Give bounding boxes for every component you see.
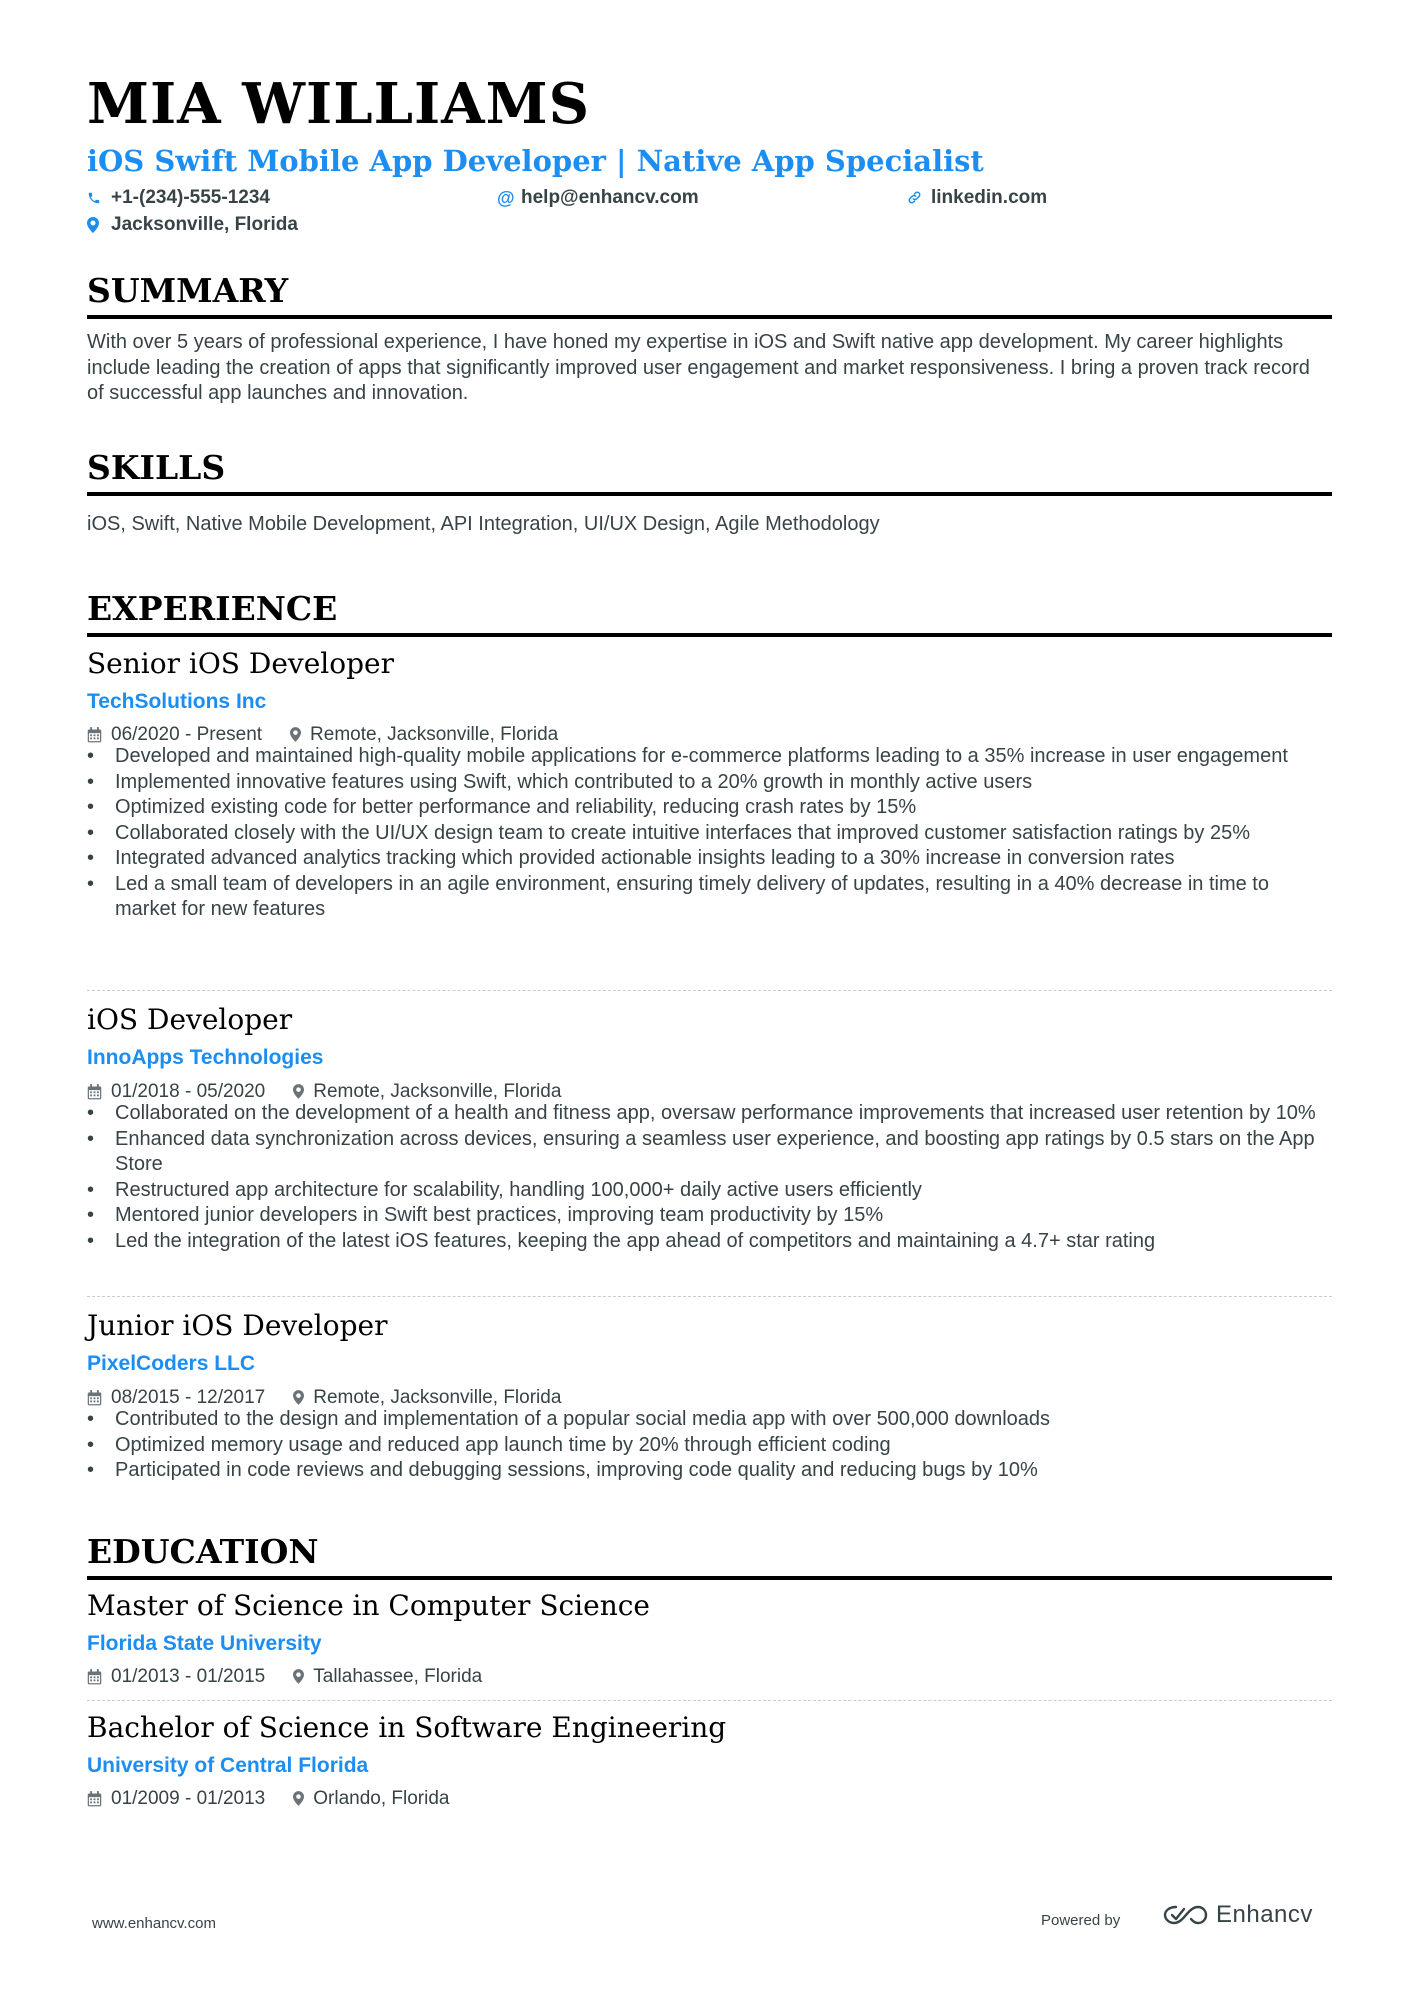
phone-icon xyxy=(87,191,103,205)
calendar-icon xyxy=(87,1791,102,1807)
job-meta xyxy=(87,1388,561,1407)
job-bullets xyxy=(87,744,1332,923)
bullet-item: • Restructured app architecture for scalability, handling 100,000+ daily active users efficiently xyxy=(87,1178,1332,1204)
skills-text: iOS, Swift, Native Mobile Development, API Integration, UI/UX Design, Agile Methodology xyxy=(87,513,880,535)
bullet-item: • Optimized memory usage and reduced app launch time by 20% through efficient coding xyxy=(87,1433,1332,1459)
job-title: Junior iOS Developer xyxy=(87,1309,388,1342)
calendar-icon xyxy=(87,727,102,743)
link-icon xyxy=(907,190,923,205)
divider xyxy=(87,1700,1332,1701)
map-pin-icon xyxy=(293,1791,304,1806)
school-name: University of Central Florida xyxy=(87,1754,369,1777)
bullet-item: • Enhanced data synchronization across devices, ensuring a seamless user experience, and boosting app ratings by 0.5 stars on the App Store xyxy=(87,1127,1332,1178)
bullet-item: • Implemented innovative features using Swift, which contributed to a 20% growth in monthly active users xyxy=(87,770,1332,796)
brand-name: Enhancv xyxy=(1216,1901,1313,1928)
bullet-item: • Optimized existing code for better performance and reliability, reducing crash rates by 15% xyxy=(87,795,1332,821)
school-name: Florida State University xyxy=(87,1632,322,1655)
job-title: iOS Developer xyxy=(87,1003,293,1036)
education-meta xyxy=(87,1789,449,1808)
powered-by-label: Powered by xyxy=(1041,1912,1121,1929)
job-location: Remote, Jacksonville, Florida xyxy=(313,1387,562,1408)
at-icon: @ xyxy=(497,187,515,208)
calendar-icon xyxy=(87,1390,102,1406)
job-dates: 01/2018 - 05/2020 xyxy=(111,1081,266,1102)
calendar-icon xyxy=(87,1669,102,1685)
education-heading: EDUCATION xyxy=(87,1535,1332,1580)
bullet-item: • Led the integration of the latest iOS features, keeping the app ahead of competitors and maintaining a 4.7+ star rating xyxy=(87,1229,1332,1255)
education-location: Orlando, Florida xyxy=(313,1788,450,1809)
bullet-item: • Developed and maintained high-quality mobile applications for e-commerce platforms leading to a 35% increase in user engagement xyxy=(87,744,1332,770)
map-pin-icon xyxy=(290,727,301,742)
email-text: help@enhancv.com xyxy=(521,187,699,208)
job-company: TechSolutions Inc xyxy=(87,690,267,713)
contact-location xyxy=(87,215,298,234)
bullet-item: • Collaborated closely with the UI/UX design team to create intuitive interfaces that improved customer satisfaction ratings by 25% xyxy=(87,821,1332,847)
degree-title: Bachelor of Science in Software Engineering xyxy=(87,1711,727,1744)
bullet-item: • Led a small team of developers in an agile environment, ensuring timely delivery of updates, resulting in a 40% decrease in time to market for new features xyxy=(87,872,1332,923)
bullet-item: • Mentored junior developers in Swift best practices, improving team productivity by 15% xyxy=(87,1203,1332,1229)
job-dates: 06/2020 - Present xyxy=(111,724,263,745)
enhancv-logo[interactable] xyxy=(1162,1901,1313,1929)
job-location: Remote, Jacksonville, Florida xyxy=(313,1081,562,1102)
enhancv-logo-icon xyxy=(1162,1903,1208,1927)
experience-heading: EXPERIENCE xyxy=(87,592,1332,637)
job-bullets xyxy=(87,1407,1332,1484)
divider xyxy=(87,990,1332,991)
education-dates: 01/2009 - 01/2013 xyxy=(111,1788,266,1809)
job-title: Senior iOS Developer xyxy=(87,647,394,680)
map-pin-icon xyxy=(293,1669,304,1684)
skills-heading: SKILLS xyxy=(87,451,1332,496)
education-location: Tallahassee, Florida xyxy=(313,1666,483,1687)
contact-phone[interactable] xyxy=(87,188,270,207)
education-meta xyxy=(87,1667,482,1686)
divider xyxy=(87,1296,1332,1297)
education-dates: 01/2013 - 01/2015 xyxy=(111,1666,266,1687)
bullet-item: • Integrated advanced analytics tracking which provided actionable insights leading to a 30% increase in conversion rates xyxy=(87,846,1332,872)
job-location: Remote, Jacksonville, Florida xyxy=(310,724,559,745)
map-pin-icon xyxy=(293,1390,304,1405)
bullet-item: • Participated in code reviews and debugging sessions, improving code quality and reducing bugs by 10% xyxy=(87,1458,1332,1484)
candidate-name: MIA WILLIAMS xyxy=(87,71,591,137)
calendar-icon xyxy=(87,1084,102,1100)
job-meta xyxy=(87,725,558,744)
job-company: InnoApps Technologies xyxy=(87,1046,324,1069)
contact-linkedin[interactable] xyxy=(907,188,1047,207)
contact-email[interactable] xyxy=(497,188,699,207)
job-bullets xyxy=(87,1101,1332,1254)
bullet-item: • Collaborated on the development of a health and fitness app, oversaw performance improvements that increased user retention by 10% xyxy=(87,1101,1332,1127)
summary-text: With over 5 years of professional experience, I have honed my expertise in iOS and Swift native app development. My career highlights include leading the creation of apps that significantly improved user engagement and market responsiveness. I bring a proven track record of successful app launches and innovation. xyxy=(87,331,1310,404)
location-text: Jacksonville, Florida xyxy=(111,214,298,235)
candidate-title: iOS Swift Mobile App Developer | Native App Specialist xyxy=(87,144,984,178)
phone-text: +1-(234)-555-1234 xyxy=(111,187,270,208)
footer-url[interactable]: www.enhancv.com xyxy=(92,1915,216,1932)
summary-heading: SUMMARY xyxy=(87,274,1332,319)
job-dates: 08/2015 - 12/2017 xyxy=(111,1387,266,1408)
bullet-item: • Contributed to the design and implementation of a popular social media app with over 500,000 downloads xyxy=(87,1407,1332,1433)
map-pin-icon xyxy=(87,217,103,233)
linkedin-text: linkedin.com xyxy=(931,187,1048,208)
job-company: PixelCoders LLC xyxy=(87,1352,256,1375)
degree-title: Master of Science in Computer Science xyxy=(87,1589,650,1622)
map-pin-icon xyxy=(293,1084,304,1099)
job-meta xyxy=(87,1082,561,1101)
